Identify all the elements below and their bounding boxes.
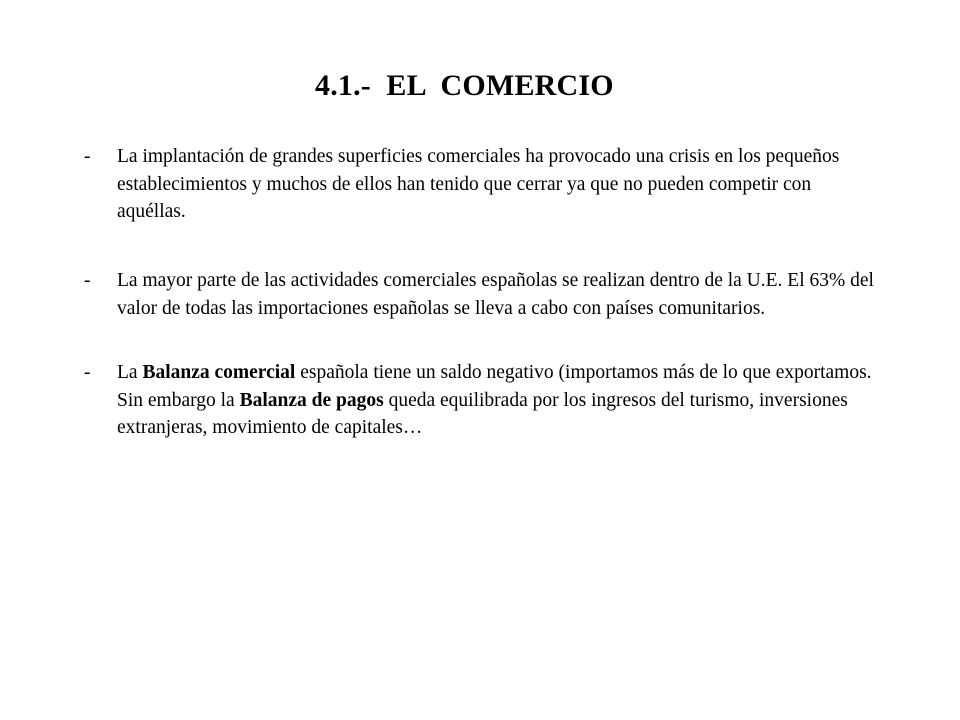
bullet-text bbox=[117, 359, 877, 442]
text-segment: La bbox=[117, 362, 143, 383]
bold-term-balanza-comercial: Balanza comercial bbox=[142, 362, 296, 383]
bullet-text: La implantación de grandes superficies comerciales ha provocado una crisis en los pequeños establecimientos y muchos de ellos han tenido que cerrar ya que no pueden competir con aquéllas. bbox=[117, 146, 840, 222]
bullet-item-eu-trade bbox=[84, 267, 884, 322]
bullet-text: La mayor parte de las actividades comerciales españolas se realizan dentro de la U.E. El 63% del valor de todas las importaciones españolas se lleva a cabo con países comunitarios. bbox=[117, 270, 874, 319]
text-segment: española tiene un saldo negativo (importamos más de lo que exportamos. Sin embargo la bbox=[117, 362, 872, 411]
slide-title: 4.1.- EL COMERCIO bbox=[315, 69, 614, 102]
bullet-item-large-stores bbox=[84, 143, 884, 226]
bullet-dash: - bbox=[84, 362, 91, 383]
bullet-dash: - bbox=[84, 270, 91, 291]
bullet-dash: - bbox=[84, 146, 91, 167]
text-segment: queda equilibrada por los ingresos del turismo, inversiones extranjeras, movimiento de capitales… bbox=[117, 389, 848, 438]
bold-term-balanza-de-pagos: Balanza de pagos bbox=[239, 389, 384, 411]
bullet-item-trade-balance bbox=[84, 359, 884, 442]
